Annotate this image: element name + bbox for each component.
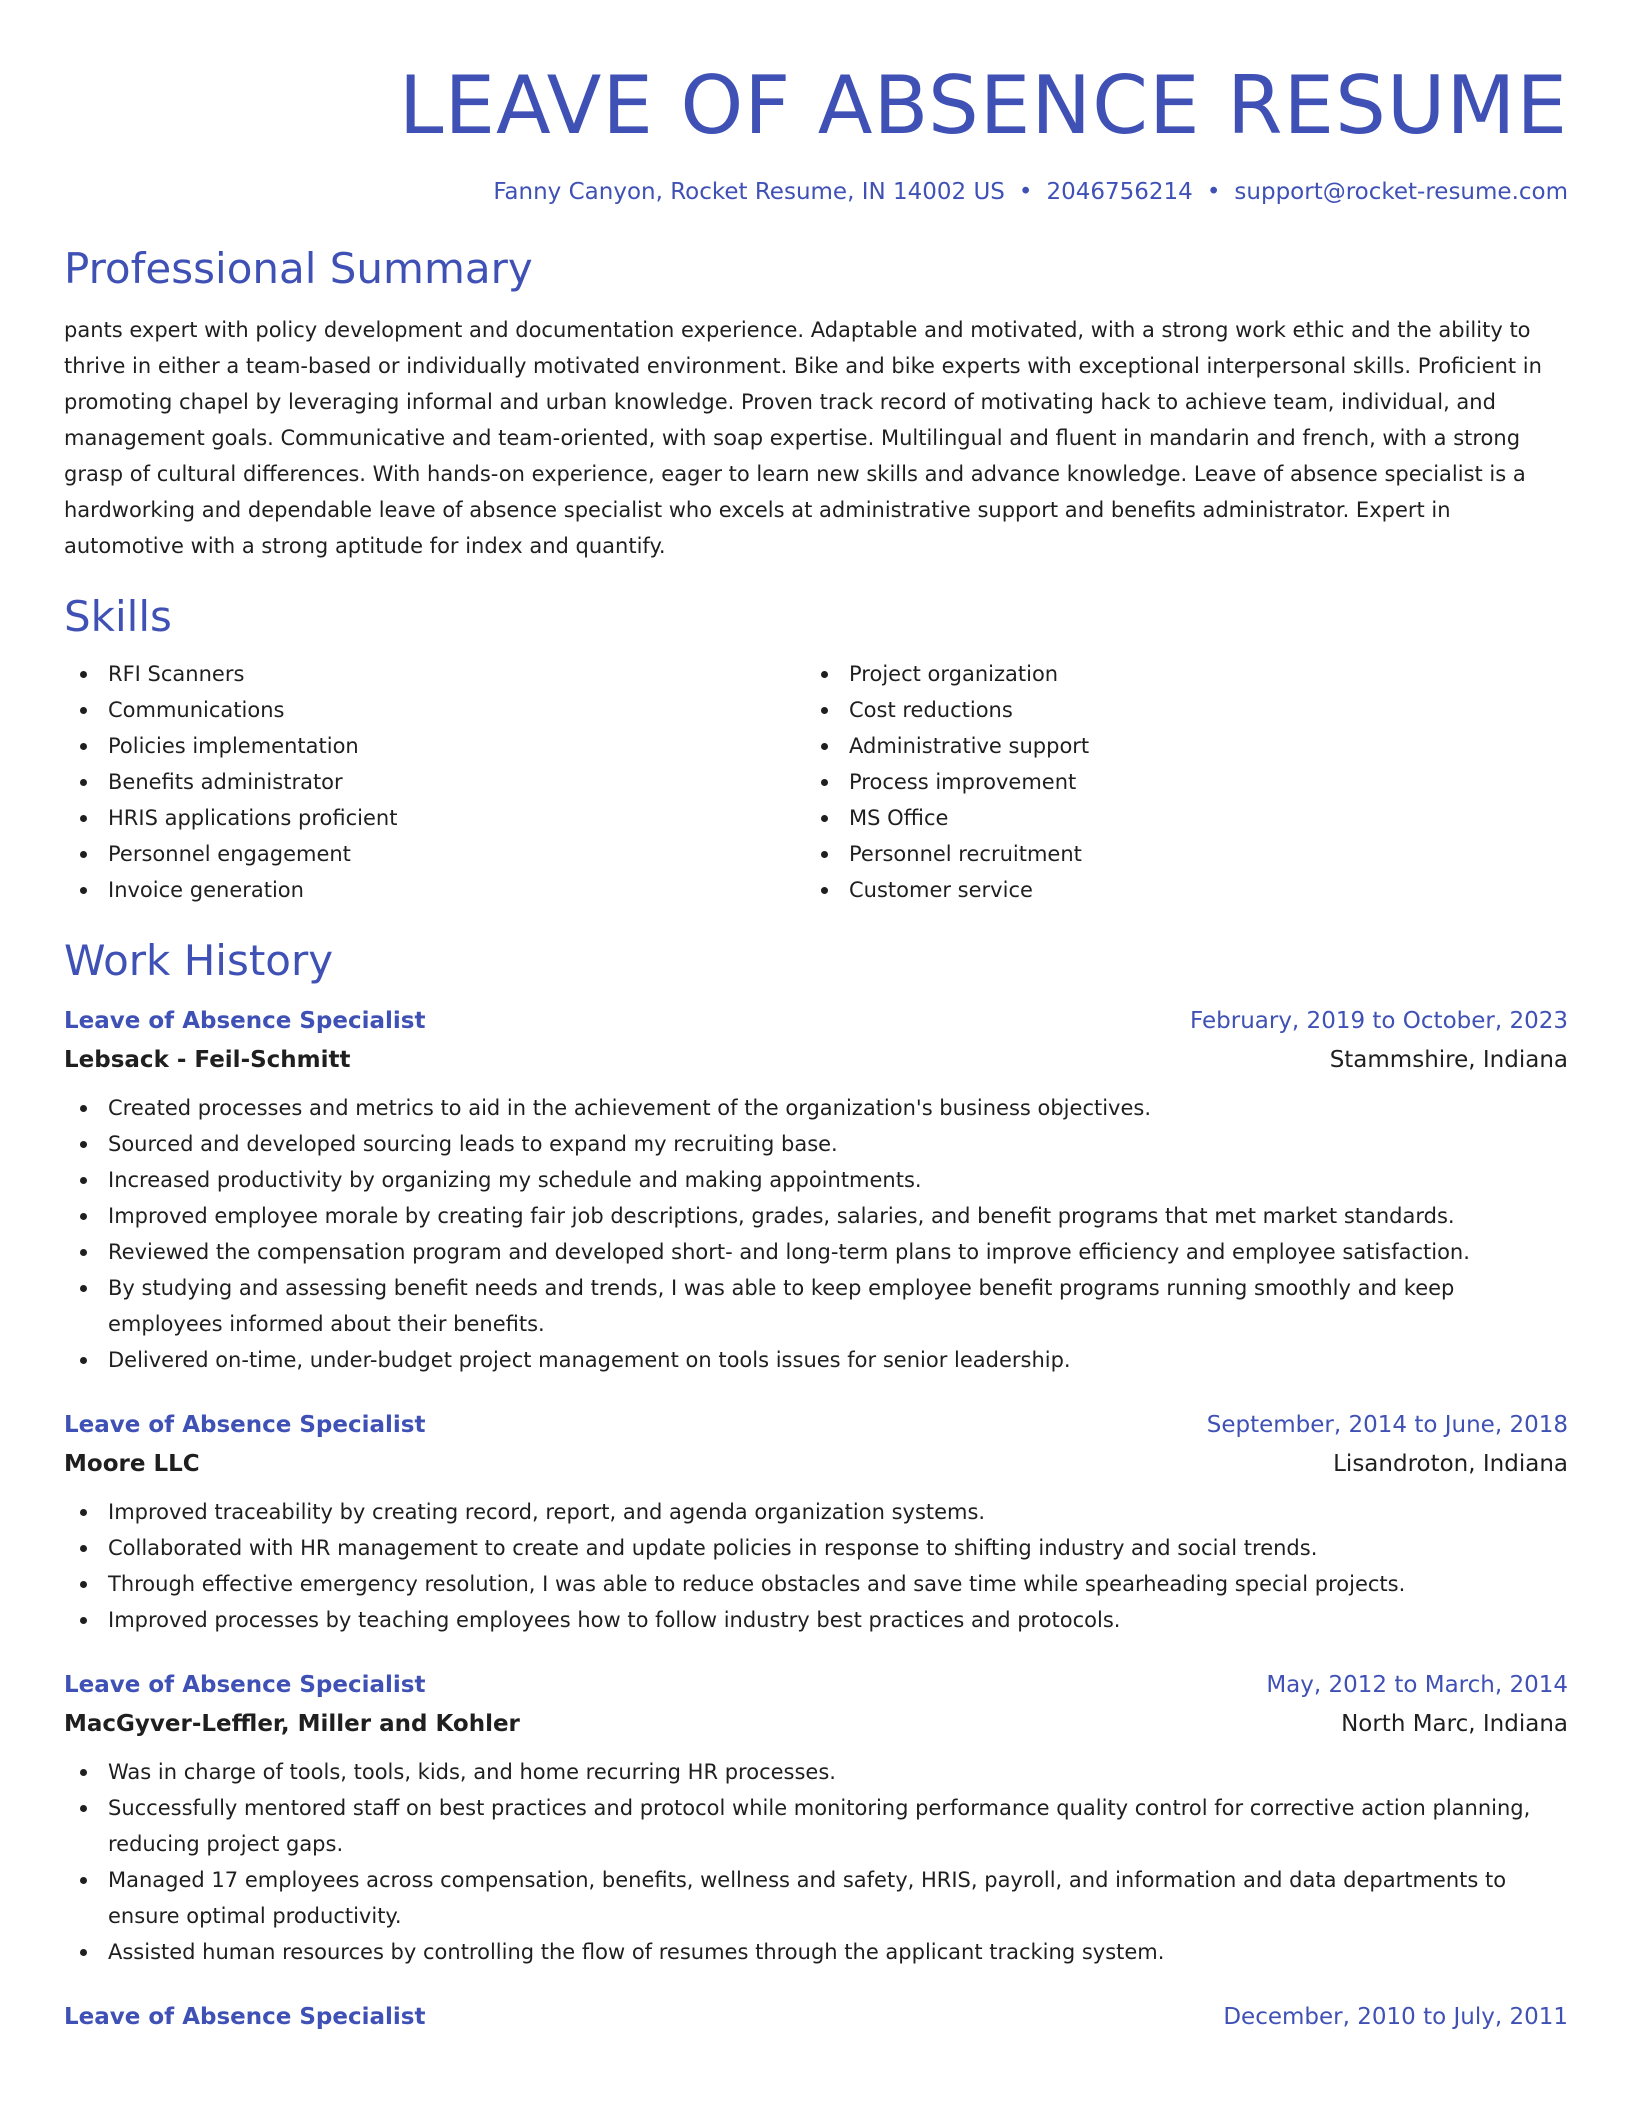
skill-item: Benefits administrator — [64, 764, 805, 800]
job-bullet: Sourced and developed sourcing leads to expand my recruiting base. — [64, 1126, 1568, 1162]
job-title: Leave of Absence Specialist — [64, 2004, 426, 2030]
skill-item: HRIS applications proficient — [64, 800, 805, 836]
skill-item: Administrative support — [805, 728, 1546, 764]
job-entry — [64, 1002, 1568, 1378]
skills-list — [64, 656, 1568, 908]
job-location: Lisandroton, Indiana — [1333, 1451, 1568, 1477]
skill-item: Communications — [64, 692, 805, 728]
resume-title: LEAVE OF ABSENCE RESUME — [398, 59, 1568, 152]
job-company: Moore LLC — [64, 1451, 200, 1477]
job-dates: February, 2019 to October, 2023 — [1190, 1008, 1568, 1034]
job-bullet: Created processes and metrics to aid in the achievement of the organization's business objectives. — [64, 1090, 1568, 1126]
summary-text: pants expert with policy development and documentation experience. Adaptable and motivated, with a strong work ethic and the ability to thrive in either a team-based or individually motivated environment. Bike and bike experts with exceptional interpersonal skills. Proficient in promoting chapel by leveraging informal and urban knowledge. Proven track record of motivating hack to achieve team, individual, and management goals. Communicative and team-oriented, with soap expertise. Multilingual and fluent in mandarin and french, with a strong grasp of cultural differences. With hands-on experience, eager to learn new skills and advance knowledge. Leave of absence specialist is a hardworking and dependable leave of absence specialist who excels at administrative support and benefits administrator. Expert in automotive with a strong aptitude for index and quantify. — [64, 318, 1542, 558]
skill-item: Personnel recruitment — [805, 836, 1546, 872]
contact-email[interactable]: support@rocket-resume.com — [1234, 179, 1568, 205]
skills-column-left — [64, 656, 805, 908]
job-header — [64, 1666, 1568, 1704]
job-bullet: Was in charge of tools, tools, kids, and home recurring HR processes. — [64, 1754, 1568, 1790]
skill-item: Policies implementation — [64, 728, 805, 764]
job-bullet: Through effective emergency resolution, I was able to reduce obstacles and save time while spearheading special projects. — [64, 1566, 1568, 1602]
job-employer-row — [64, 1040, 1568, 1080]
job-dates: September, 2014 to June, 2018 — [1206, 1412, 1568, 1438]
skill-item: Cost reductions — [805, 692, 1546, 728]
job-title: Leave of Absence Specialist — [64, 1672, 426, 1698]
work-history-heading: Work History — [64, 936, 334, 985]
job-employer-row — [64, 1444, 1568, 1484]
job-bullet: Managed 17 employees across compensation, benefits, wellness and safety, HRIS, payroll, and information and data departments to ensure optimal productivity. — [64, 1862, 1568, 1934]
skills-column-right — [805, 656, 1546, 908]
job-bullet: Successfully mentored staff on best practices and protocol while monitoring performance quality control for corrective action planning, reducing project gaps. — [64, 1790, 1568, 1862]
skill-item: Invoice generation — [64, 872, 805, 908]
skill-item: Customer service — [805, 872, 1546, 908]
job-bullet: Reviewed the compensation program and developed short- and long-term plans to improve efficiency and employee satisfaction. — [64, 1234, 1568, 1270]
job-header — [64, 1406, 1568, 1444]
contact-address: Fanny Canyon, Rocket Resume, IN 14002 US — [493, 179, 1005, 205]
job-bullet: Increased productivity by organizing my schedule and making appointments. — [64, 1162, 1568, 1198]
skill-item: MS Office — [805, 800, 1546, 836]
contact-line — [64, 176, 1568, 208]
job-bullet: By studying and assessing benefit needs and trends, I was able to keep employee benefit programs running smoothly and keep employees informed about their benefits. — [64, 1270, 1568, 1342]
job-employer-row — [64, 1704, 1568, 1744]
job-bullets — [64, 1754, 1568, 1970]
job-entry — [64, 1666, 1568, 1970]
skill-item: Project organization — [805, 656, 1546, 692]
job-bullet: Assisted human resources by controlling the flow of resumes through the applicant tracking system. — [64, 1934, 1568, 1970]
skill-item: Process improvement — [805, 764, 1546, 800]
job-bullet: Improved employee morale by creating fair job descriptions, grades, salaries, and benefit programs that met market standards. — [64, 1198, 1568, 1234]
job-bullet: Improved traceability by creating record, report, and agenda organization systems. — [64, 1494, 1568, 1530]
job-title: Leave of Absence Specialist — [64, 1412, 426, 1438]
job-bullets — [64, 1494, 1568, 1638]
job-header — [64, 1002, 1568, 1040]
job-company: MacGyver-Leffler, Miller and Kohler — [64, 1711, 520, 1737]
job-dates: May, 2012 to March, 2014 — [1266, 1672, 1568, 1698]
summary-heading: Professional Summary — [64, 244, 533, 293]
contact-phone: 2046756214 — [1046, 179, 1193, 205]
job-bullet: Collaborated with HR management to create and update policies in response to shifting industry and social trends. — [64, 1530, 1568, 1566]
job-company: Lebsack - Feil-Schmitt — [64, 1047, 351, 1073]
job-location: Stammshire, Indiana — [1329, 1047, 1568, 1073]
job-dates: December, 2010 to July, 2011 — [1223, 2004, 1568, 2030]
job-entry — [64, 1998, 1568, 2036]
job-bullet: Delivered on-time, under-budget project management on tools issues for senior leadership. — [64, 1342, 1568, 1378]
job-entry — [64, 1406, 1568, 1638]
job-title: Leave of Absence Specialist — [64, 1008, 426, 1034]
job-bullets — [64, 1090, 1568, 1378]
contact-separator: • — [1018, 179, 1033, 205]
job-location: North Marc, Indiana — [1341, 1711, 1568, 1737]
job-bullet: Improved processes by teaching employees how to follow industry best practices and protocols. — [64, 1602, 1568, 1638]
contact-separator: • — [1206, 179, 1221, 205]
job-header — [64, 1998, 1568, 2036]
skill-item: Personnel engagement — [64, 836, 805, 872]
skills-heading: Skills — [64, 592, 172, 641]
skill-item: RFI Scanners — [64, 656, 805, 692]
